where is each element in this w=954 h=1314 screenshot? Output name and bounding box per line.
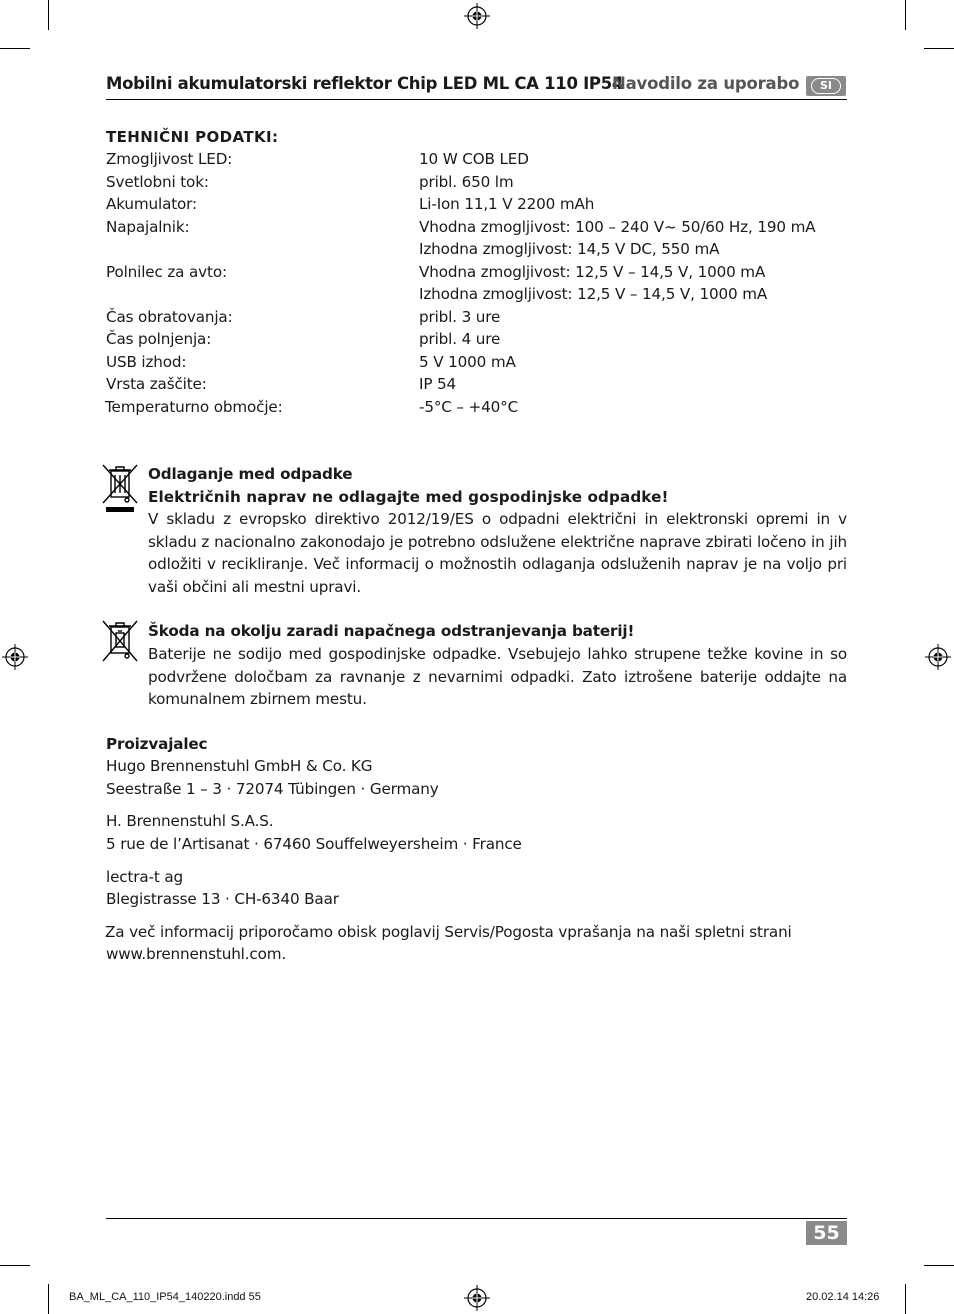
file-slug: BA_ML_CA_110_IP54_140220.indd 55 xyxy=(69,1291,261,1303)
spec-label: Vrsta zaščite: xyxy=(106,375,207,393)
spec-value: pribl. 650 lm xyxy=(419,173,514,191)
website-link[interactable]: www.brennenstuhl.com. xyxy=(106,945,287,963)
spec-label: Zmogljivost LED: xyxy=(106,150,233,168)
address-line: H. Brennenstuhl S.A.S. xyxy=(106,812,274,830)
date-slug: 20.02.14 14:26 xyxy=(806,1291,880,1303)
spec-label: Čas polnjenja: xyxy=(106,330,212,348)
spec-value: IP 54 xyxy=(419,375,457,393)
spec-label: Napajalnik: xyxy=(106,218,190,236)
address-line: Seestraße 1 – 3 · 72074 Tübingen · Germany xyxy=(106,780,439,798)
battery-title: Škoda na okolju zaradi napačnega odstranjevanja baterij! xyxy=(148,622,635,640)
more-info-text: Za več informacij priporočamo obisk poglavij Servis/Pogosta vprašanja na naši spletni strani xyxy=(105,923,792,941)
document-title: Mobilni akumulatorski reflektor Chip LED ML CA 110 IP54 xyxy=(106,74,624,93)
spec-label: Temperaturno območje: xyxy=(105,398,283,416)
registration-mark-icon xyxy=(464,3,490,29)
spec-value: Izhodna zmogljivost: 12,5 V – 14,5 V, 1000 mA xyxy=(419,285,768,303)
document-subtitle: Navodilo za uporabo xyxy=(612,74,800,93)
crossed-out-bin-battery-icon xyxy=(100,619,140,663)
footer-divider xyxy=(106,1218,847,1219)
address-line: Blegistrasse 13 · CH-6340 Baar xyxy=(106,890,339,908)
crop-mark xyxy=(0,48,30,49)
battery-text: Baterije ne sodijo med gospodinjske odpadke. Vsebujejo lahko strupene težke kovine in so podvržene določbam za ravnanje z nevarnimi odpadki. Zato iztrošene baterije oddajte na komunalnem zbirnem mestu. xyxy=(148,645,847,709)
spec-value: Izhodna zmogljivost: 14,5 V DC, 550 mA xyxy=(419,240,720,258)
manufacturer-heading: Proizvajalec xyxy=(106,735,208,753)
crop-mark xyxy=(48,1284,49,1314)
page-number: 55 xyxy=(806,1221,847,1245)
spec-label: Svetlobni tok: xyxy=(106,173,209,191)
spec-label: Akumulator: xyxy=(106,195,197,213)
spec-value: Vhodna zmogljivost: 12,5 V – 14,5 V, 1000 mA xyxy=(419,263,766,281)
spec-value: -5°C – +40°C xyxy=(419,398,519,416)
spec-label: Polnilec za avto: xyxy=(106,263,227,281)
crop-mark xyxy=(0,1265,30,1266)
spec-value: Vhodna zmogljivost: 100 – 240 V~ 50/60 Hz, 190 mA xyxy=(419,218,816,236)
crop-mark xyxy=(924,48,954,49)
crop-mark xyxy=(48,0,49,30)
crop-mark xyxy=(924,1265,954,1266)
crossed-out-wheelie-bin-icon xyxy=(100,463,140,515)
registration-mark-icon xyxy=(2,644,28,670)
spec-value: 10 W COB LED xyxy=(419,150,529,168)
crop-mark xyxy=(905,1284,906,1314)
disposal-title: Odlaganje med odpadke xyxy=(148,465,353,483)
disposal-warning: Električnih naprav ne odlagajte med gospodinjske odpadke! xyxy=(148,488,669,506)
spec-label: Čas obratovanja: xyxy=(106,308,233,326)
spec-value: pribl. 4 ure xyxy=(419,330,501,348)
spec-value: 5 V 1000 mA xyxy=(419,353,516,371)
spec-label: USB izhod: xyxy=(106,353,187,371)
registration-mark-icon xyxy=(464,1285,490,1311)
registration-mark-icon xyxy=(925,644,951,670)
address-line: Hugo Brennenstuhl GmbH & Co. KG xyxy=(106,757,373,775)
address-line: 5 rue de l’Artisanat · 67460 Souffelweyersheim · France xyxy=(106,835,522,853)
header-divider xyxy=(106,99,847,100)
specs-heading: TEHNIČNI PODATKI: xyxy=(106,128,279,146)
language-badge xyxy=(806,76,846,96)
crop-mark xyxy=(905,0,906,30)
address-line: lectra-t ag xyxy=(106,868,183,886)
language-code: SI xyxy=(811,78,841,94)
spec-value: pribl. 3 ure xyxy=(419,308,501,326)
spec-value: Li-Ion 11,1 V 2200 mAh xyxy=(419,195,595,213)
disposal-text: V skladu z evropsko direktivo 2012/19/ES o odpadni električni in elektronski opremi in v skladu z nacionalno zakonodajo je potrebno odslužene električne naprave zbirati ločeno in jih odložiti v recikliranje. Več informacij o možnostih odlaganja odsluženih naprav je na voljo pri vaši občini ali mestni upravi. xyxy=(148,510,847,596)
